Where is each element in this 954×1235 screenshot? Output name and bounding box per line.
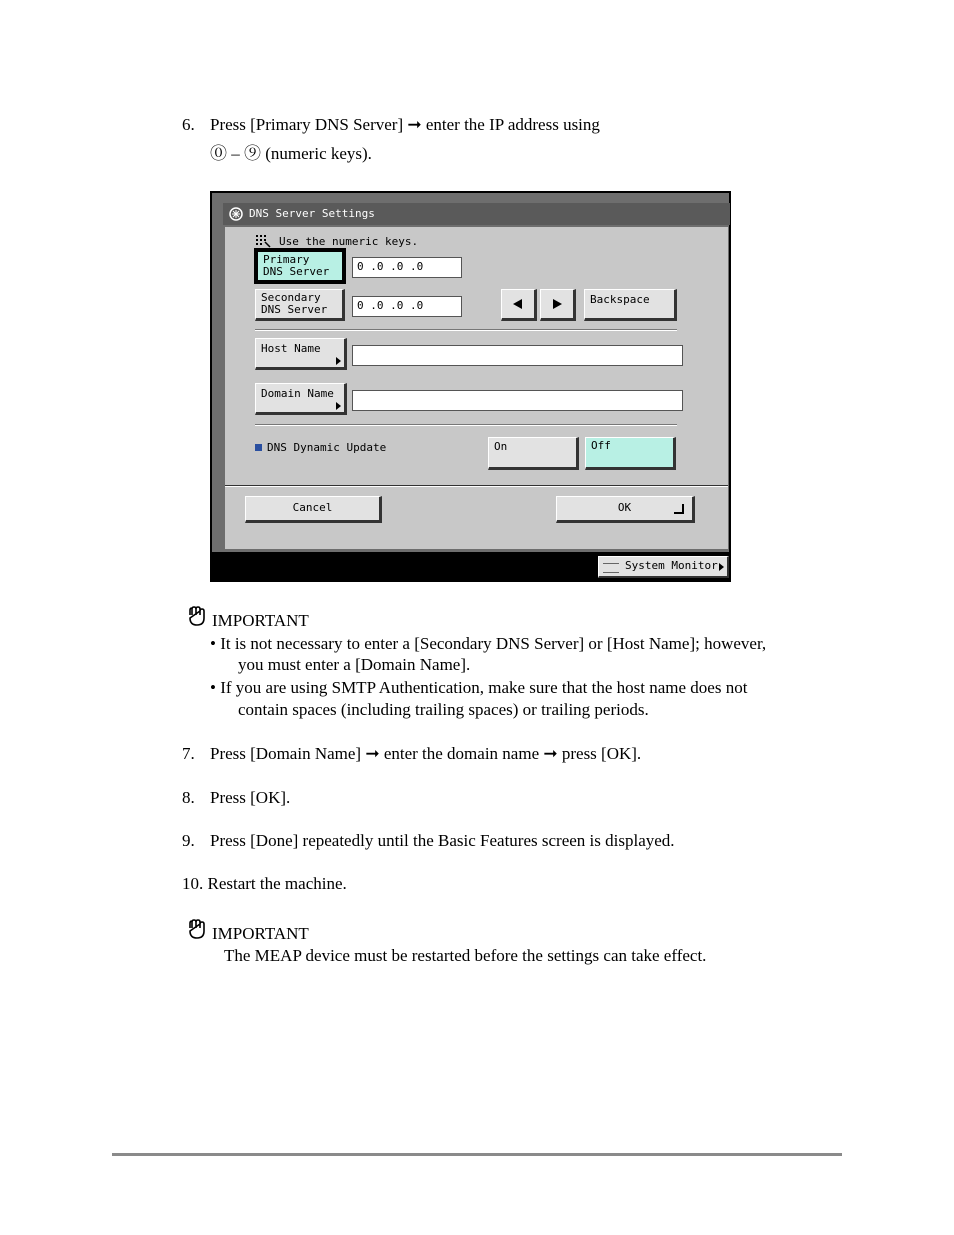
status-bar [210, 552, 731, 582]
host-name-button[interactable] [255, 338, 347, 370]
right-arrow-icon [553, 299, 562, 309]
host-name-label: Host Name [261, 342, 321, 355]
hint-text: Use the numeric keys. [279, 235, 419, 248]
submenu-arrow-icon [336, 357, 341, 365]
important-bullet-2: • If you are using SMTP Authentication, make sure that the host name does not [210, 678, 748, 697]
step-7-text: Press [Domain Name] ➞ enter the domain name ➞ press [OK]. [210, 744, 642, 763]
settings-icon [229, 207, 243, 221]
chevron-right-icon [719, 563, 724, 571]
secondary-dns-field[interactable]: 0 .0 .0 .0 [352, 296, 462, 317]
divider [255, 424, 677, 426]
important-bullet-2-cont: contain spaces (including trailing spaces) or trailing periods. [238, 700, 649, 719]
step-6-number: 6. [182, 115, 195, 134]
host-name-field[interactable] [352, 345, 683, 366]
backspace-label: Backspace [590, 293, 650, 306]
keypad-icon [255, 234, 271, 248]
off-button[interactable] [585, 437, 676, 470]
step-8-text: Press [OK]. [210, 788, 291, 807]
bottom-divider [225, 485, 728, 487]
dns-settings-screenshot [210, 191, 731, 582]
left-arrow-icon [513, 299, 522, 309]
step-6-text: Press [Primary DNS Server] ➞ enter the IP address using [210, 115, 600, 134]
step-9-number: 9. [182, 831, 195, 850]
secondary-label-line1: Secondary [261, 291, 321, 304]
important-heading: IMPORTANT [212, 611, 309, 630]
secondary-label-line2: DNS Server [261, 303, 328, 316]
on-label: On [494, 440, 508, 453]
hand-stop-icon [186, 919, 204, 937]
submenu-arrow-icon [336, 402, 341, 410]
primary-label-line2: DNS Server [263, 265, 330, 278]
important-bullet-1: • It is not necessary to enter a [Secondary DNS Server] or [Host Name]; however, [210, 634, 767, 653]
important-heading: IMPORTANT [212, 924, 309, 943]
step-10-text: 10. Restart the machine. [182, 874, 347, 893]
step-9-text: Press [Done] repeatedly until the Basic Features screen is displayed. [210, 831, 675, 850]
footer-rule [112, 1153, 842, 1156]
enter-icon [674, 504, 684, 514]
primary-label-line1: Primary [263, 253, 310, 266]
on-button[interactable] [488, 437, 579, 470]
ok-button[interactable] [556, 496, 695, 523]
divider [255, 329, 677, 331]
ok-label: OK [617, 501, 632, 514]
screen-title: DNS Server Settings [249, 207, 375, 220]
hand-stop-icon [186, 606, 204, 624]
domain-name-label: Domain Name [261, 387, 334, 400]
step-6-text-line2: ⓪ – ⑨ (numeric keys). [210, 144, 372, 163]
monitor-icon [603, 563, 619, 573]
domain-name-button[interactable] [255, 383, 347, 415]
title-bar [223, 203, 730, 225]
dns-dynamic-update-label: DNS Dynamic Update [267, 441, 387, 454]
step-7-number: 7. [182, 744, 195, 763]
primary-dns-field[interactable]: 0 .0 .0 .0 [352, 257, 462, 278]
primary-dns-server-button[interactable] [255, 249, 345, 283]
cancel-label: Cancel [292, 501, 333, 514]
step-8-number: 8. [182, 788, 195, 807]
system-monitor-label: System Monitor [625, 559, 718, 572]
important-bullet-1-cont: you must enter a [Domain Name]. [238, 655, 471, 674]
domain-name-field[interactable] [352, 390, 683, 411]
cancel-button[interactable] [245, 496, 382, 523]
left-arrow-button[interactable] [501, 289, 537, 321]
off-label: Off [591, 439, 611, 452]
right-arrow-button[interactable] [540, 289, 576, 321]
system-monitor-button[interactable] [598, 556, 729, 578]
screen-frame [212, 193, 729, 552]
dialog-body [225, 227, 728, 549]
backspace-button[interactable] [584, 289, 677, 321]
important-body: The MEAP device must be restarted before the settings can take effect. [224, 946, 707, 965]
bullet-square-icon [255, 444, 262, 451]
secondary-dns-server-button[interactable] [255, 289, 345, 321]
